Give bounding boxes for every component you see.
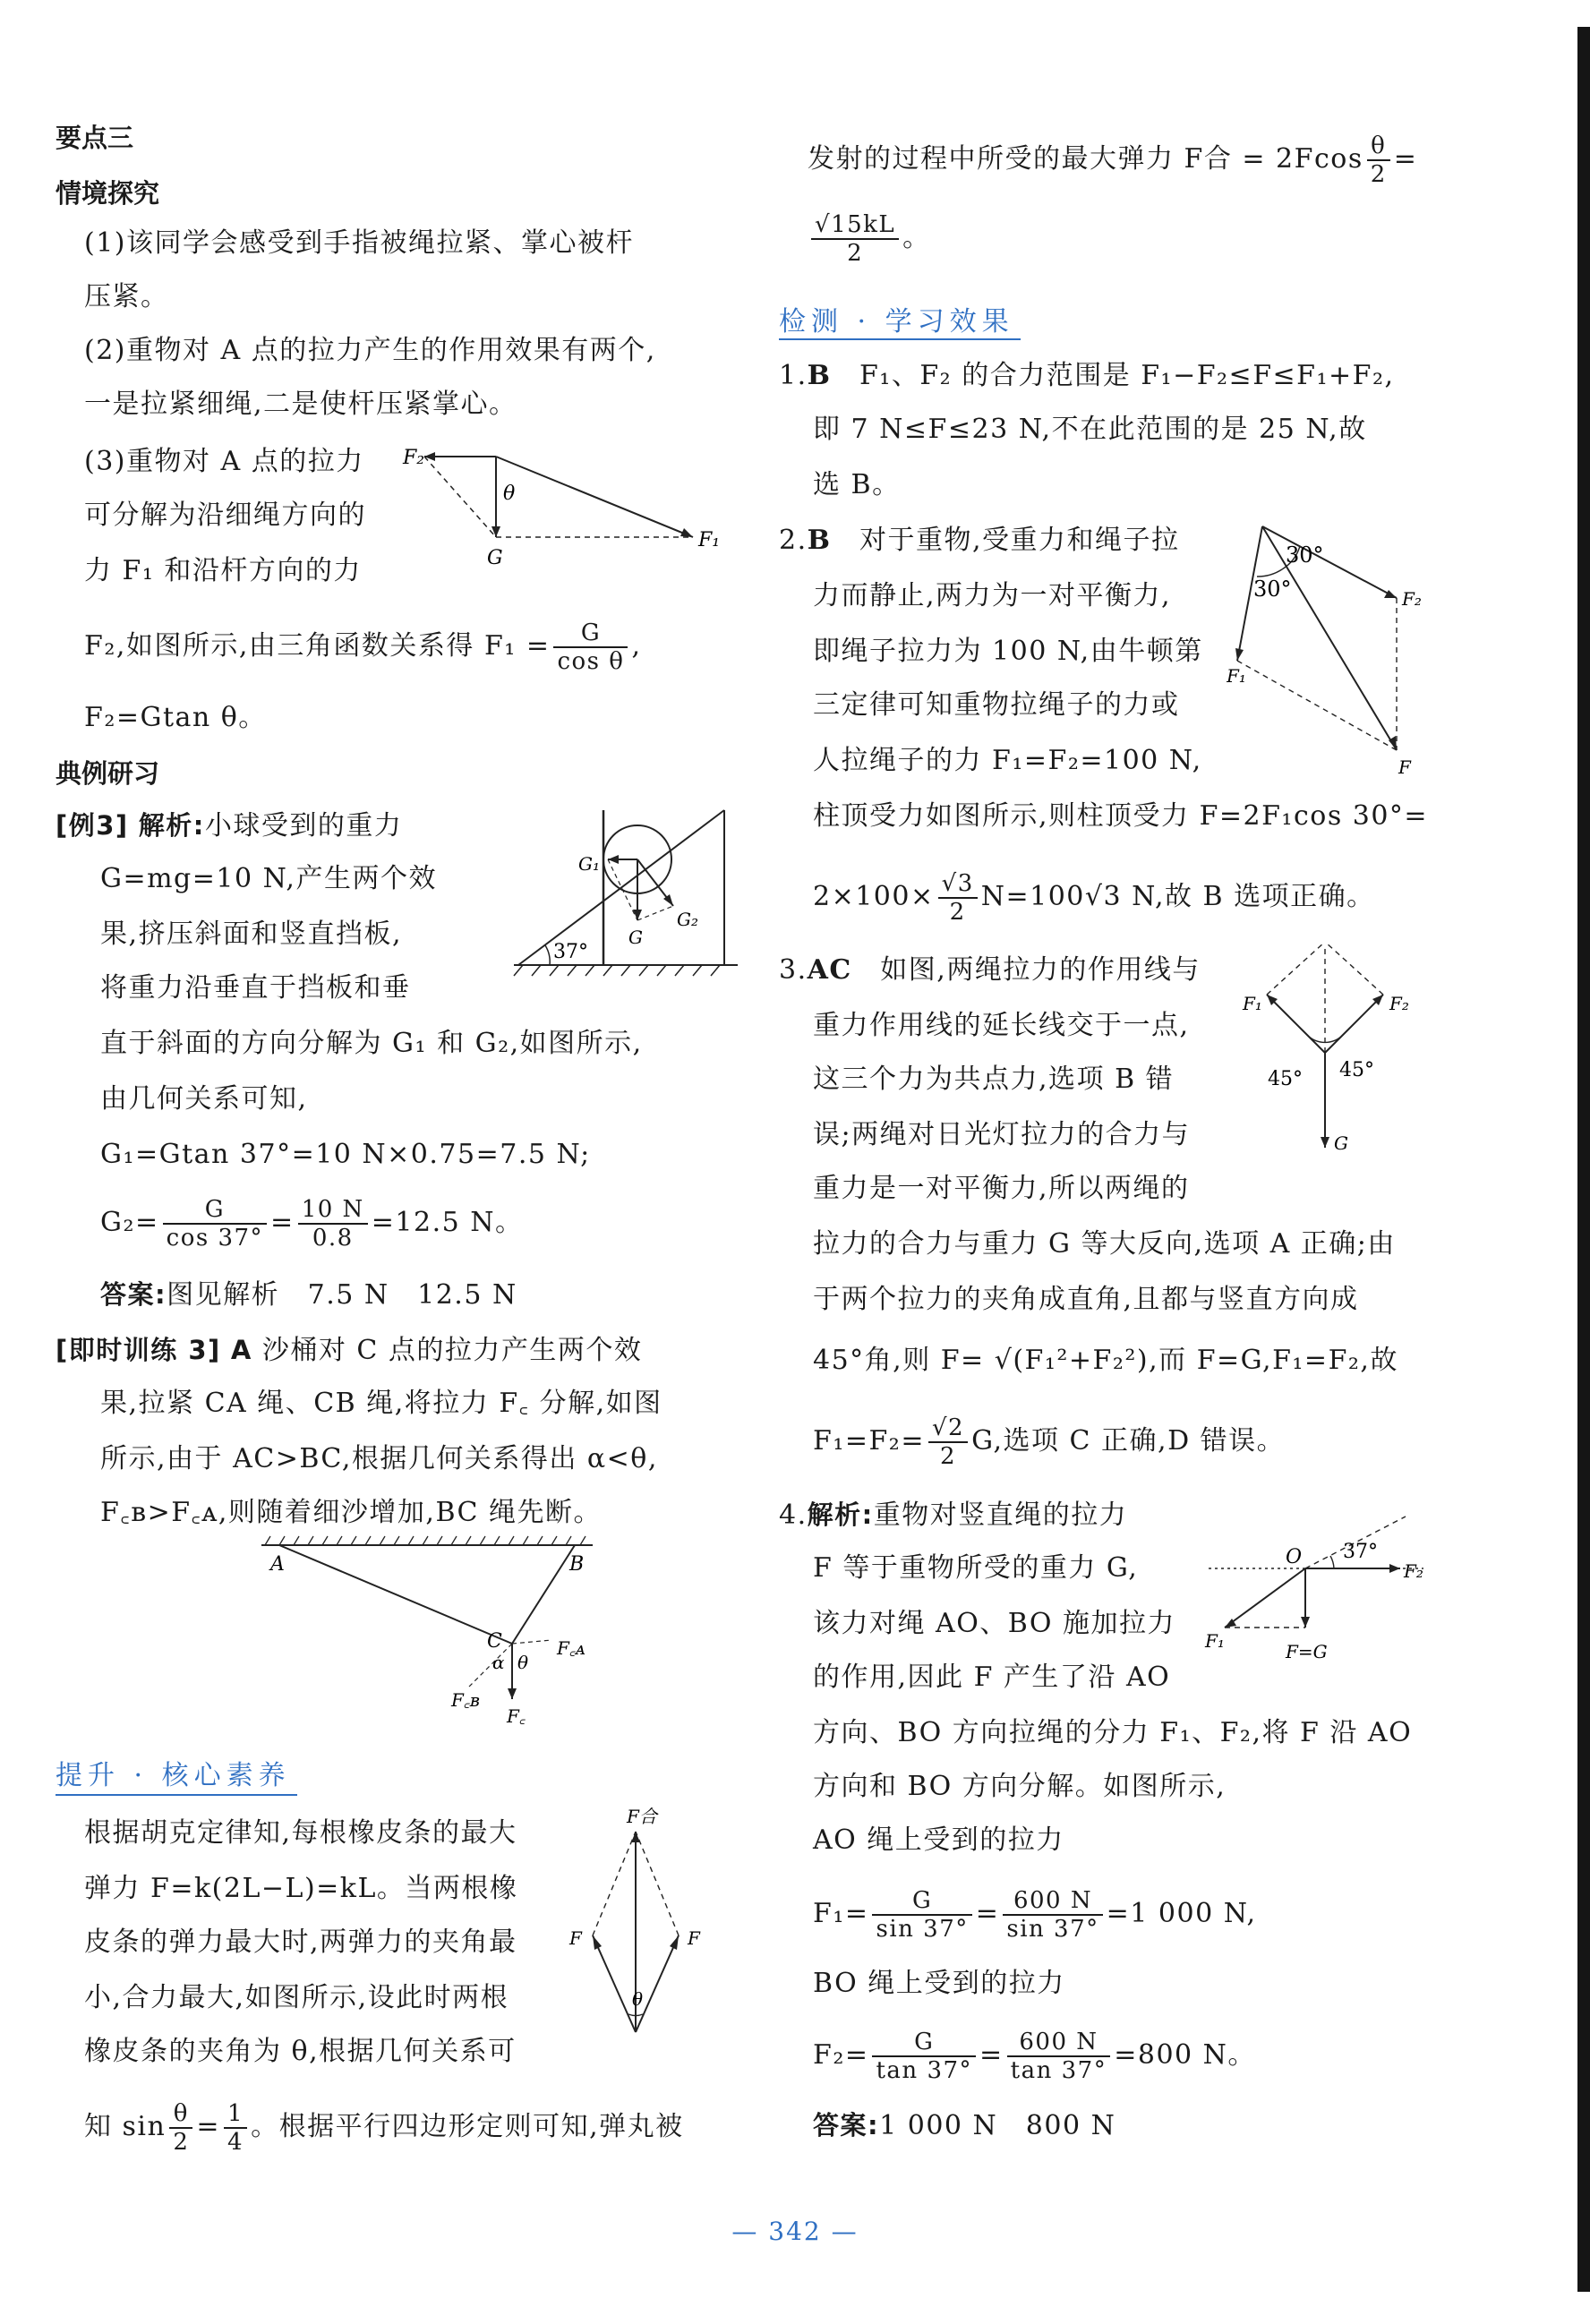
fraction-denominator: cos 37° — [163, 1223, 267, 1252]
fraction-denominator: 2 — [1367, 159, 1390, 188]
q3-answer: AC — [807, 954, 852, 986]
fraction-G-over-sin37 — [872, 1887, 971, 1943]
fraction-sqrt3-over-2 — [938, 870, 978, 926]
q2-line-2: 力而静止,两力为一对平衡力, — [813, 580, 1172, 611]
q3-line-1 — [779, 953, 1201, 988]
fig6-label-F1: F₁ — [1243, 993, 1262, 1014]
fraction-denominator: sin 37° — [1003, 1914, 1102, 1943]
fraction-numerator: G — [911, 1887, 933, 1914]
situation-line-3c: 力 F₁ 和沿杆方向的力 — [84, 555, 362, 586]
fig6-label-angle-2: 45° — [1339, 1059, 1374, 1081]
fraction-denominator: 2 — [938, 897, 978, 926]
q3-line-7: 于两个拉力的夹角成直角,且都与竖直方向成 — [813, 1284, 1359, 1315]
fig6-label-angle-1: 45° — [1268, 1068, 1303, 1090]
q1-line-3: 选 B。 — [813, 469, 901, 500]
continued-1-pre: 发射的过程中所受的最大弹力 F合 = 2Fcos — [808, 143, 1363, 175]
fig2-label-G1: G₁ — [578, 853, 600, 875]
fig3-label-FCA: F꜀ᴀ — [557, 1637, 586, 1659]
continued-1-eq: = — [1393, 143, 1418, 175]
situation-line-3d — [84, 619, 642, 675]
continued-2-post: 。 — [902, 222, 931, 253]
heading-example-study: 典例研习 — [56, 758, 160, 789]
situation-line-1b: 压紧。 — [84, 281, 169, 312]
fig6-label-G: G — [1334, 1132, 1348, 1154]
fig7-label-F2: F₂ — [1404, 1560, 1423, 1582]
training-answer-letter: A — [230, 1335, 252, 1365]
q1-line-2: 即 7 N≤F≤23 N,不在此范围的是 25 N,故 — [813, 414, 1367, 445]
example-answer-label: 答案: — [100, 1279, 167, 1310]
q2-line-1 — [779, 523, 1180, 559]
q4-line-10 — [813, 2029, 1256, 2084]
fraction-sqrt2-over-2 — [928, 1414, 968, 1470]
q3-line-2: 重力作用线的延长线交于一点, — [813, 1010, 1190, 1041]
fraction-denominator: 2 — [928, 1441, 968, 1470]
q4-line-5: 方向、BO 方向拉绳的分力 F₁、F₂,将 F 沿 AO — [813, 1717, 1413, 1748]
fig2-label-G2: G₂ — [677, 909, 698, 930]
section-test-underline — [779, 338, 1021, 340]
core-line-1: 根据胡克定律知,每根橡皮条的最大 — [84, 1817, 517, 1849]
q2-line-7 — [813, 870, 1375, 926]
q4-8-pre: F₁= — [813, 1898, 869, 1929]
continued-line-2 — [808, 211, 931, 267]
fig5-label-F2: F₂ — [1402, 588, 1422, 610]
fig2-label-angle: 37° — [553, 941, 588, 963]
q2-text-a: 对于重物,受重力和绳子拉 — [859, 525, 1180, 556]
q2-line-5: 人拉绳子的力 F₁=F₂=100 N, — [813, 745, 1202, 776]
situation-line-2a: (2)重物对 A 点的拉力产生的作用效果有两个, — [84, 335, 656, 366]
q1-line-1 — [779, 358, 1395, 394]
fraction-numerator: 600 N — [1013, 1887, 1093, 1914]
q2-line-6: 柱顶受力如图所示,则柱顶受力 F=2F₁cos 30°= — [813, 800, 1429, 832]
fig3-label-C: C — [487, 1630, 502, 1653]
q3-9-pre: F₁=F₂= — [813, 1425, 925, 1457]
core-line-3: 皮条的弹力最大时,两弹力的夹角最 — [84, 1927, 517, 1958]
q3-line-5: 重力是一对平衡力,所以两绳的 — [813, 1173, 1190, 1204]
fraction-600N-over-tan37 — [1007, 2029, 1111, 2084]
core-6-post: 。根据平行四边形定则可知,弹丸被 — [251, 2111, 684, 2142]
fig7-label-FG: F=G — [1286, 1641, 1328, 1662]
example-line-2: G=mg=10 N,产生两个效 — [100, 863, 437, 894]
fraction-theta-over-2 — [169, 2100, 192, 2156]
fig2-label-G: G — [628, 927, 643, 948]
fraction-numerator: θ — [173, 2100, 189, 2127]
core-line-2: 弹力 F=k(2L−L)=kL。当两根橡 — [84, 1873, 518, 1904]
continued-line-1 — [808, 132, 1417, 188]
fig4-label-theta: θ — [632, 1988, 644, 2010]
situation-3d-comma: , — [631, 630, 642, 662]
q4-8-post: =1 000 N, — [1106, 1898, 1257, 1929]
situation-line-3b: 可分解为沿细绳方向的 — [84, 500, 366, 531]
situation-line-1a: (1)该同学会感受到手指被绳拉紧、掌心被杆 — [84, 227, 634, 259]
training-line-4: F꜀ʙ>F꜀ᴀ,则随着细沙增加,BC 绳先断。 — [100, 1497, 603, 1528]
fig4-label-Fsum: F合 — [627, 1806, 657, 1827]
example-tag: [例3] — [56, 810, 129, 841]
q3-line-9 — [813, 1414, 1285, 1470]
q1-number: 1. — [779, 360, 808, 391]
fig1-label-G: G — [487, 547, 503, 569]
training-line-3: 所示,由于 AC>BC,根据几何关系得出 α<θ, — [100, 1443, 658, 1474]
section-core-underline — [56, 1794, 297, 1796]
q2-number: 2. — [779, 525, 808, 556]
q4-line-1 — [779, 1497, 1127, 1534]
situation-line-3e: F₂=Gtan θ。 — [84, 702, 267, 733]
fraction-denominator: 2 — [811, 238, 899, 267]
example-analysis-label: 解析: — [138, 810, 205, 841]
q3-line-6: 拉力的合力与重力 G 等大反向,选项 A 正确;由 — [813, 1228, 1396, 1260]
section-core-literacy: 提升 · 核心素养 — [56, 1760, 291, 1791]
figure-ball-on-incline — [496, 806, 747, 985]
fig1-label-F2: F₂ — [403, 447, 425, 469]
fig3-label-B: B — [569, 1553, 585, 1576]
fraction-10N-over-0.8 — [298, 1196, 368, 1252]
fig7-label-O: O — [1286, 1546, 1303, 1568]
heading-situation: 情境探究 — [56, 178, 160, 209]
training-tag: [即时训练 3] — [56, 1335, 221, 1365]
situation-line-3a: (3)重物对 A 点的拉力 — [84, 446, 364, 477]
fraction-G-over-tan37 — [872, 2029, 976, 2084]
core-line-5: 橡皮条的夹角为 θ,根据几何关系可 — [84, 2036, 517, 2067]
fig6-label-F2: F₂ — [1389, 993, 1409, 1014]
fig7-label-F1: F₁ — [1205, 1630, 1225, 1652]
fig3-label-theta: θ — [517, 1652, 529, 1673]
example-line-1 — [56, 807, 402, 844]
fig3-label-A: A — [270, 1553, 285, 1576]
core-6-pre: 知 sin — [84, 2111, 167, 2142]
fraction-numerator: 1 — [227, 2100, 244, 2127]
fraction-numerator: G — [914, 2029, 935, 2055]
fraction-1-over-4 — [224, 2100, 247, 2156]
fraction-G-over-cos37 — [163, 1196, 267, 1252]
q1-text-a: F₁、F₂ 的合力范围是 F₁−F₂≤F≤F₁+F₂, — [859, 360, 1395, 391]
q4-line-3: 该力对绳 AO、BO 施加拉力 — [813, 1608, 1176, 1639]
example-8-post: =12.5 N。 — [371, 1207, 524, 1238]
fig4-label-F-left: F — [569, 1927, 582, 1949]
q4-line-9: BO 绳上受到的拉力 — [813, 1968, 1065, 1999]
fraction-numerator: G — [204, 1196, 225, 1223]
q4-line-2: F 等于重物所受的重力 G, — [813, 1552, 1139, 1584]
q2-line-3: 即绳子拉力为 100 N,由牛顿第 — [813, 636, 1203, 667]
fraction-denominator: 2 — [169, 2127, 192, 2156]
q4-text-a: 重物对竖直绳的拉力 — [873, 1499, 1128, 1531]
fraction-G-over-cos-theta — [553, 619, 628, 675]
q3-number: 3. — [779, 954, 808, 986]
situation-3d-text: F₂,如图所示,由三角函数关系得 F₁ = — [84, 630, 551, 662]
fraction-denominator: tan 37° — [1007, 2055, 1111, 2084]
figure-sandbucket-ropes — [252, 1533, 611, 1730]
example-answer — [100, 1277, 517, 1313]
page-edge-bar — [1577, 27, 1590, 2292]
training-line-1 — [56, 1332, 642, 1369]
heading-key-point-3: 要点三 — [56, 123, 134, 153]
figure-rope-rod-decomposition — [398, 440, 720, 575]
q2-7-post: N=100√3 N,故 B 选项正确。 — [980, 881, 1375, 912]
figure-hanging-weight-decomposition — [1200, 1513, 1432, 1674]
figure-pillar-top-forces — [1227, 517, 1432, 777]
fig5-label-angle-2: 30° — [1253, 577, 1292, 602]
q4-line-6: 方向和 BO 方向分解。如图所示, — [813, 1771, 1227, 1802]
figure-rubber-band-forces — [557, 1792, 745, 2061]
q4-10-pre: F₂= — [813, 2039, 869, 2071]
fraction-numerator: G — [580, 619, 602, 646]
fraction-numerator: 10 N — [301, 1196, 364, 1223]
section-test-effect: 检测 · 学习效果 — [779, 306, 1014, 337]
q2-line-4: 三定律可知重物拉绳子的力或 — [813, 689, 1180, 721]
fig5-label-angle-1: 30° — [1286, 543, 1324, 568]
fig7-label-angle: 37° — [1343, 1541, 1378, 1563]
q4-line-4: 的作用,因此 F 产生了沿 AO — [813, 1662, 1171, 1693]
q1-answer: B — [807, 360, 832, 391]
fraction-denominator: sin 37° — [872, 1914, 971, 1943]
q2-answer: B — [807, 525, 832, 556]
figure-lamp-two-ropes — [1227, 942, 1423, 1166]
fraction-denominator: tan 37° — [872, 2055, 976, 2084]
fraction-numerator: θ — [1371, 132, 1387, 159]
example-line-5: 直于斜面的方向分解为 G₁ 和 G₂,如图所示, — [100, 1028, 643, 1059]
fraction-numerator: 600 N — [1019, 2029, 1098, 2055]
q4-10-eq: = — [979, 2039, 1004, 2071]
fraction-sqrt15kL-over-2 — [811, 211, 899, 267]
fig5-label-F1: F₁ — [1227, 665, 1246, 687]
situation-line-2b: 一是拉紧细绳,二是使杆压紧掌心。 — [84, 389, 517, 420]
fraction-denominator: cos θ — [553, 646, 628, 675]
q4-10-post: =800 N。 — [1114, 2039, 1256, 2071]
page-number: — 342 — — [731, 2217, 859, 2246]
core-6-eq: = — [196, 2111, 221, 2142]
core-line-6 — [84, 2100, 684, 2156]
fig3-label-alpha: α — [492, 1652, 505, 1673]
example-8-eq: = — [270, 1207, 295, 1238]
example-line-6: 由几何关系可知, — [100, 1083, 308, 1115]
q4-answer — [813, 2107, 1116, 2144]
q4-analysis-label: 解析: — [807, 1499, 874, 1530]
example-text-1: 小球受到的重力 — [204, 810, 403, 842]
fraction-numerator: √3 — [941, 870, 974, 897]
q3-line-3: 这三个力为共点力,选项 B 错 — [813, 1064, 1175, 1095]
fraction-denominator: 0.8 — [298, 1223, 368, 1252]
q3-line-4: 误;两绳对日光灯拉力的合力与 — [813, 1119, 1191, 1150]
q4-answer-text: 1 000 N 800 N — [879, 2110, 1116, 2141]
fraction-600N-over-sin37 — [1003, 1887, 1102, 1943]
fraction-numerator: √15kL — [815, 211, 896, 238]
fig4-label-F-right: F — [688, 1927, 700, 1949]
example-8-pre: G₂= — [100, 1207, 159, 1238]
example-line-8 — [100, 1196, 524, 1252]
q4-number: 4. — [779, 1499, 808, 1531]
fraction-theta-over-2-b — [1367, 132, 1390, 188]
example-answer-text: 图见解析 7.5 N 12.5 N — [167, 1279, 517, 1311]
fraction-numerator: √2 — [931, 1414, 965, 1441]
q2-7-pre: 2×100× — [813, 881, 935, 912]
core-line-4: 小,合力最大,如图所示,设此时两根 — [84, 1982, 509, 2013]
fig1-label-F1: F₁ — [698, 529, 720, 551]
fraction-denominator: 4 — [224, 2127, 247, 2156]
example-line-4: 将重力沿垂直于挡板和垂 — [100, 972, 411, 1004]
fig5-label-F: F — [1398, 756, 1411, 777]
example-line-7: G₁=Gtan 37°=10 N×0.75=7.5 N; — [100, 1139, 591, 1170]
q4-8-eq: = — [975, 1898, 1000, 1929]
training-line-2: 果,拉紧 CA 绳、CB 绳,将拉力 F꜀ 分解,如图 — [100, 1388, 662, 1419]
q3-9-post: G,选项 C 正确,D 错误。 — [971, 1425, 1286, 1457]
q4-answer-label: 答案: — [813, 2110, 880, 2140]
fig1-label-theta: θ — [503, 483, 516, 505]
q4-line-8 — [813, 1887, 1257, 1943]
q3-text-a: 如图,两绳拉力的作用线与 — [880, 954, 1201, 986]
training-text-1: 沙桶对 C 点的拉力产生两个效 — [261, 1335, 643, 1366]
fig3-label-FC: F꜀ — [507, 1705, 526, 1727]
q4-line-7: AO 绳上受到的拉力 — [813, 1824, 1064, 1856]
fig3-label-FCB: F꜀ʙ — [451, 1689, 481, 1711]
example-line-3: 果,挤压斜面和竖直挡板, — [100, 918, 403, 950]
q3-line-8: 45°角,则 F= √(F₁²+F₂²),而 F=G,F₁=F₂,故 — [813, 1345, 1398, 1376]
